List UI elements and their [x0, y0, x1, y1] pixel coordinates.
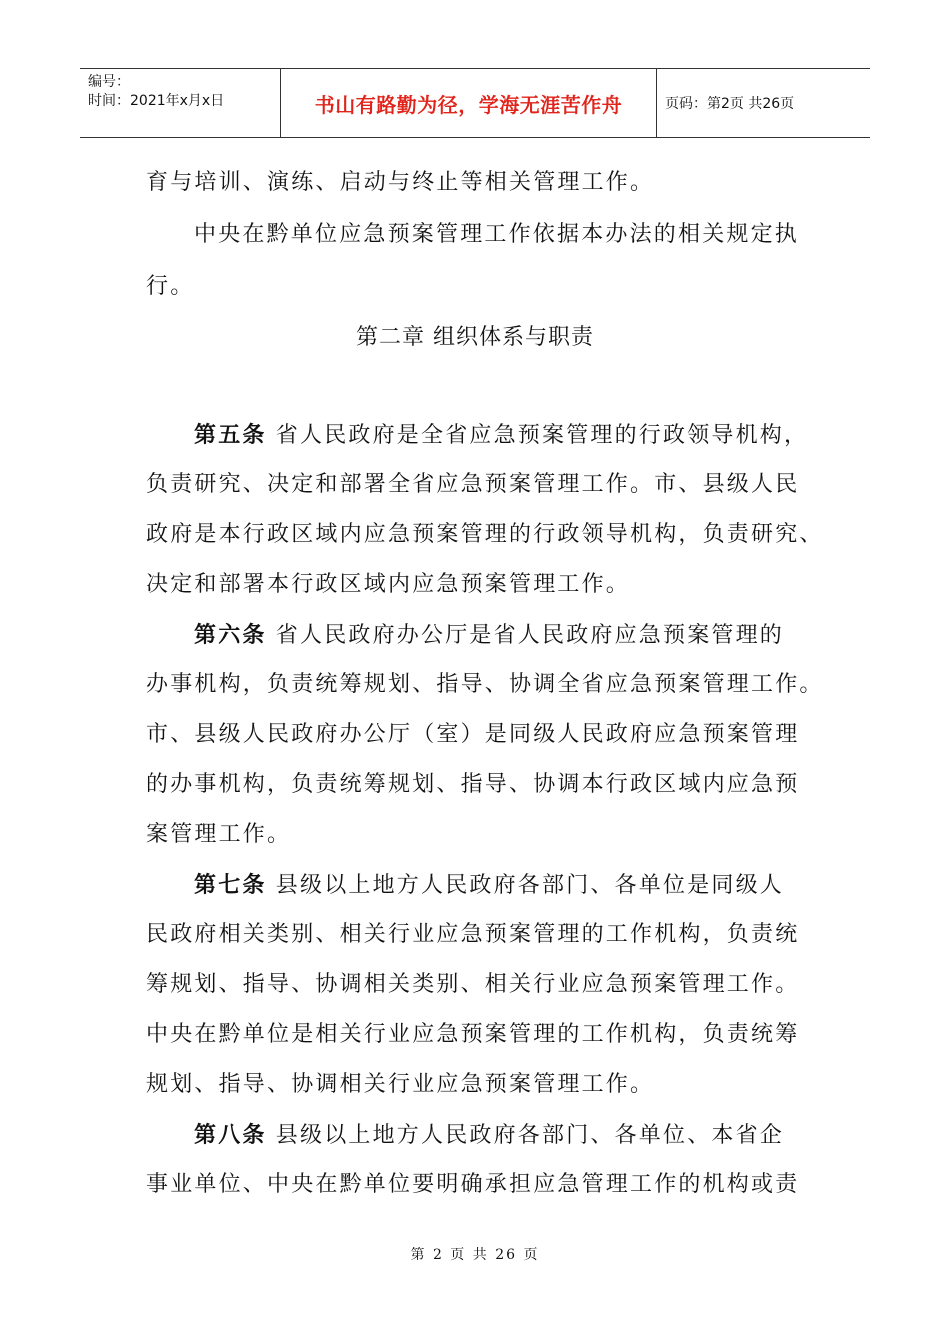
text-span: 县级以上地方人民政府各部门、各单位是同级人: [266, 873, 785, 898]
text-span: 省人民政府办公厅是省人民政府应急预案管理的: [266, 623, 785, 648]
text-line: 办事机构，负责统筹规划、指导、协调全省应急预案管理工作。: [146, 672, 824, 697]
header-motto: 书山有路勤为径，学海无涯苦作舟: [281, 69, 657, 137]
chapter-title: 第二章 组织体系与职责: [356, 325, 594, 350]
text-line: 筹规划、指导、协调相关类别、相关行业应急预案管理工作。: [146, 972, 800, 997]
text-line: 案管理工作。: [146, 822, 292, 847]
text-line: 规划、指导、协调相关行业应急预案管理工作。: [146, 1072, 655, 1097]
text-line: 决定和部署本行政区域内应急预案管理工作。: [146, 572, 631, 597]
text-line: 市、县级人民政府办公厅（室）是同级人民政府应急预案管理: [146, 722, 800, 747]
header-page-info: 页码：第2页 共26页: [665, 96, 795, 112]
text-span: 省人民政府是全省应急预案管理的行政领导机构，: [266, 423, 809, 448]
page-footer: 第 2 页 共 26 页: [410, 1247, 540, 1263]
article-label: 第六条: [194, 622, 267, 648]
text-line: 中央在黔单位应急预案管理工作依据本办法的相关规定执: [194, 222, 800, 247]
time-label: 时间：2021年x月x日: [88, 93, 225, 109]
text-line: 负责研究、决定和部署全省应急预案管理工作。市、县级人民: [146, 472, 800, 497]
text-line: 的办事机构，负责统筹规划、指导、协调本行政区域内应急预: [146, 772, 800, 797]
text-line: 政府是本行政区域内应急预案管理的行政领导机构，负责研究、: [146, 522, 824, 547]
page-header: [80, 68, 870, 138]
text-line: 行。: [146, 274, 195, 299]
article-5-first-line: [194, 410, 808, 460]
text-span: 县级以上地方人民政府各部门、各单位、本省企: [266, 1123, 785, 1148]
text-line: 中央在黔单位是相关行业应急预案管理的工作机构，负责统筹: [146, 1022, 800, 1047]
article-7-first-line: [194, 860, 784, 910]
number-label: 编号：: [88, 74, 130, 90]
text-line: 民政府相关类别、相关行业应急预案管理的工作机构，负责统: [146, 922, 800, 947]
article-6-first-line: [194, 610, 784, 660]
article-label: 第五条: [194, 422, 267, 448]
article-label: 第八条: [194, 1122, 267, 1148]
text-line: 事业单位、中央在黔单位要明确承担应急管理工作的机构或责: [146, 1172, 800, 1197]
article-8-first-line: [194, 1110, 784, 1160]
text-line: 育与培训、演练、启动与终止等相关管理工作。: [146, 170, 655, 195]
header-meta: [80, 69, 281, 137]
article-label: 第七条: [194, 872, 267, 898]
